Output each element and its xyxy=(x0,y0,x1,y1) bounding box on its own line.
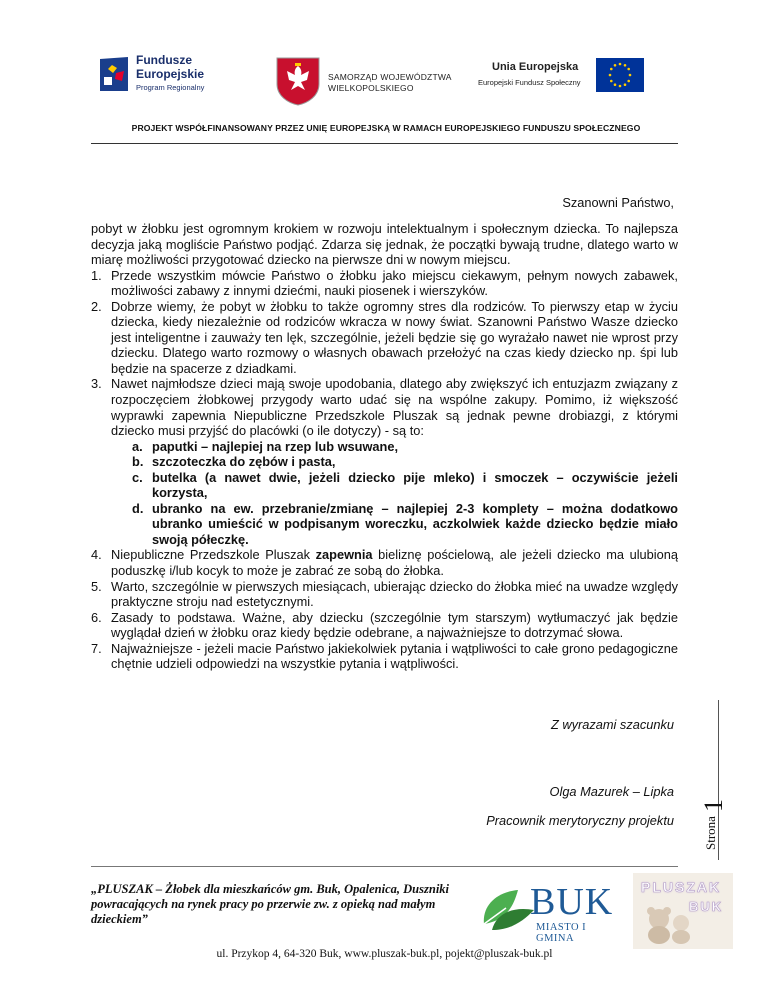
sublist-item xyxy=(91,439,678,455)
list-item xyxy=(91,641,678,672)
unia-europejska-logo xyxy=(478,58,648,98)
list-text: Zasady to podstawa. Ważne, aby dziecku (szczególnie tym starszym) wytłumaczyć jak będzie wyglądał dzień w żłobku oraz kiedy będzie odebrane, a najważniejsze to dotrzymać słowa. xyxy=(111,609,678,641)
list-text: Przede wszystkim mówcie Państwo o żłobku jako miejscu ciekawym, pełnym nowych zabawek, możliwości zabawy z innymi dziećmi, nauki piosenek i wierszyków. xyxy=(111,267,678,299)
list-item xyxy=(91,579,678,610)
list-text: Nawet najmłodsze dzieci mają swoje upodobania, dlatego aby zwiększyć ich entuzjazm związany z rozpoczęciem żłobkowej przygody warto udać się na wspólne zakupy. Pomimo, iż większość wyprawki zapewnia Niepubliczne Przedszkole Pluszak są jednak pewne drobiazgi, z którymi dziecko musi przyjść do placówki (o ile dotyczy) - są to: xyxy=(111,376,678,439)
signer-name: Olga Mazurek – Lipka xyxy=(549,784,674,799)
buk-leaf-icon xyxy=(478,884,538,940)
project-cofinancing-line: PROJEKT WSPÓŁFINANSOWANY PRZEZ UNIĘ EUROPEJSKĄ W RAMACH EUROPEJSKIEGO FUNDUSZU SPOŁECZNEGO xyxy=(131,123,641,133)
list-item xyxy=(91,610,678,641)
footer-divider xyxy=(91,866,678,867)
buk-word: BUK xyxy=(530,881,614,923)
list-item xyxy=(91,268,678,299)
teddy-bears-icon xyxy=(639,901,699,945)
pluszak-bottom-word: BUK xyxy=(689,899,724,914)
samorzad-line2: WIELKOPOLSKIEGO xyxy=(328,83,414,93)
eu-flag-icon xyxy=(596,58,644,92)
list-number: 6. xyxy=(91,609,102,625)
sublist-text: szczoteczka do zębów i pasta, xyxy=(152,454,336,470)
sublist-item xyxy=(91,454,678,470)
sublist-letter: b. xyxy=(132,454,144,470)
page-label: Strona xyxy=(703,816,718,850)
sublist-text: butelka (a nawet dwie, jeżeli dziecko pije mleko) i smoczek – oczywiście jeżeli korzysta, xyxy=(152,469,678,501)
samorzad-logo xyxy=(275,56,465,106)
signer-role: Pracownik merytoryczny projektu xyxy=(486,813,674,828)
list-number: 2. xyxy=(91,298,102,314)
page-number: 1 xyxy=(699,799,728,812)
letter-body xyxy=(91,221,678,672)
pluszak-top-word: PLUSZAK xyxy=(641,879,722,895)
eagle-shield-icon xyxy=(275,56,321,106)
salutation: Szanowni Państwo, xyxy=(562,195,674,210)
fundusze-line2: Europejskie xyxy=(136,67,205,81)
sublist-letter: a. xyxy=(132,438,143,454)
list-text: Najważniejsze - jeżeli macie Państwo jakiekolwiek pytania i wątpliwości to całe grono pedagogiczne chętnie udzieli odpowiedzi na wszystkie pytania i wątpliwości. xyxy=(111,640,678,672)
fundusze-flag-icon xyxy=(98,55,132,93)
list-text-before: Niepubliczne Przedszkole Pluszak xyxy=(111,547,316,563)
list-item xyxy=(91,547,678,578)
eu-line2: Europejski Fundusz Społeczny xyxy=(478,78,581,87)
buk-logo xyxy=(478,881,618,944)
intro-paragraph: pobyt w żłobku jest ogromnym krokiem w rozwoju intelektualnym i społecznym dziecka. To najlepsza decyzja jaką mogliście Państwo podjąć. Zdarza się jednak, że początki bywają trudne, dlatego warto w miarę możliwości przygotować dziecko na pierwsze dni w nowym miejscu. xyxy=(91,221,678,268)
page-number-block xyxy=(695,700,735,860)
fundusze-line3: Program Regionalny xyxy=(136,83,205,92)
list-text-bold: zapewnia xyxy=(315,547,373,563)
list-number: 7. xyxy=(91,640,102,656)
closing: Z wyrazami szacunku xyxy=(550,717,674,732)
list-item xyxy=(91,376,678,438)
sublist-item xyxy=(91,501,678,548)
list-number: 3. xyxy=(91,376,102,392)
list-item xyxy=(91,299,678,377)
sublist-text: paputki – najlepiej na rzep lub wsuwane, xyxy=(152,438,399,454)
fundusze-europejskie-logo xyxy=(98,52,228,98)
sublist-letter: d. xyxy=(132,500,144,516)
footer-project-name: „PLUSZAK – Żłobek dla mieszkańców gm. Buk, Opalenica, Duszniki powracających na rynek pracy po przerwie zw. z opieką nad małym dzieckiem” xyxy=(91,882,450,926)
list-number: 4. xyxy=(91,547,102,563)
sublist-item xyxy=(91,470,678,501)
samorzad-line1: SAMORZĄD WOJEWÓDZTWA xyxy=(328,72,452,82)
list-text-after: bieliznę pościelową, ale jeżeli dziecko ma ulubioną poduszkę i/lub kocyk to może je zabrać ze sobą do żłobka. xyxy=(111,547,678,579)
footer-address: ul. Przykop 4, 64-320 Buk, www.pluszak-buk.pl, pojekt@pluszak-buk.pl xyxy=(216,948,553,960)
buk-subtitle: MIASTO I GMINA xyxy=(536,922,587,944)
sublist-letter: c. xyxy=(132,469,143,485)
sublist-text: ubranko na ew. przebranie/zmianę – najlepiej 2-3 komplety – można dodatkowo ubranko umieścić w podpisanym woreczku, aczkolwiek każde dziecko będzie miało swoją półeczkę. xyxy=(152,500,678,547)
eu-line1: Unia Europejska xyxy=(492,61,579,73)
list-text: Dobrze wiemy, że pobyt w żłobku to także ogromny stres dla rodziców. To pierwszy etap w życiu dziecka, kiedy niezależnie od rodziców wkracza w nowy świat. Szanowni Państwo Wasze dziecko jest inteligentne i zauważy ten lęk, szczególnie, jeżeli będzie się go wyrażało nawet nie wprost przy dziecku. Dlatego warto rozmowy o własnych obawach przełożyć na czas kiedy dziecko np. śpi lub będzie na spacerze z dziadkami. xyxy=(111,298,678,376)
list-number: 5. xyxy=(91,578,102,594)
header-divider xyxy=(91,143,678,144)
fundusze-line1: Fundusze xyxy=(136,53,192,67)
list-number: 1. xyxy=(91,267,102,283)
pluszak-logo xyxy=(633,873,733,949)
list-text: Warto, szczególnie w pierwszych miesiącach, ubierając dziecko do żłobka mieć na uwadze względy praktyczne stroju nad estetycznymi. xyxy=(111,578,678,610)
